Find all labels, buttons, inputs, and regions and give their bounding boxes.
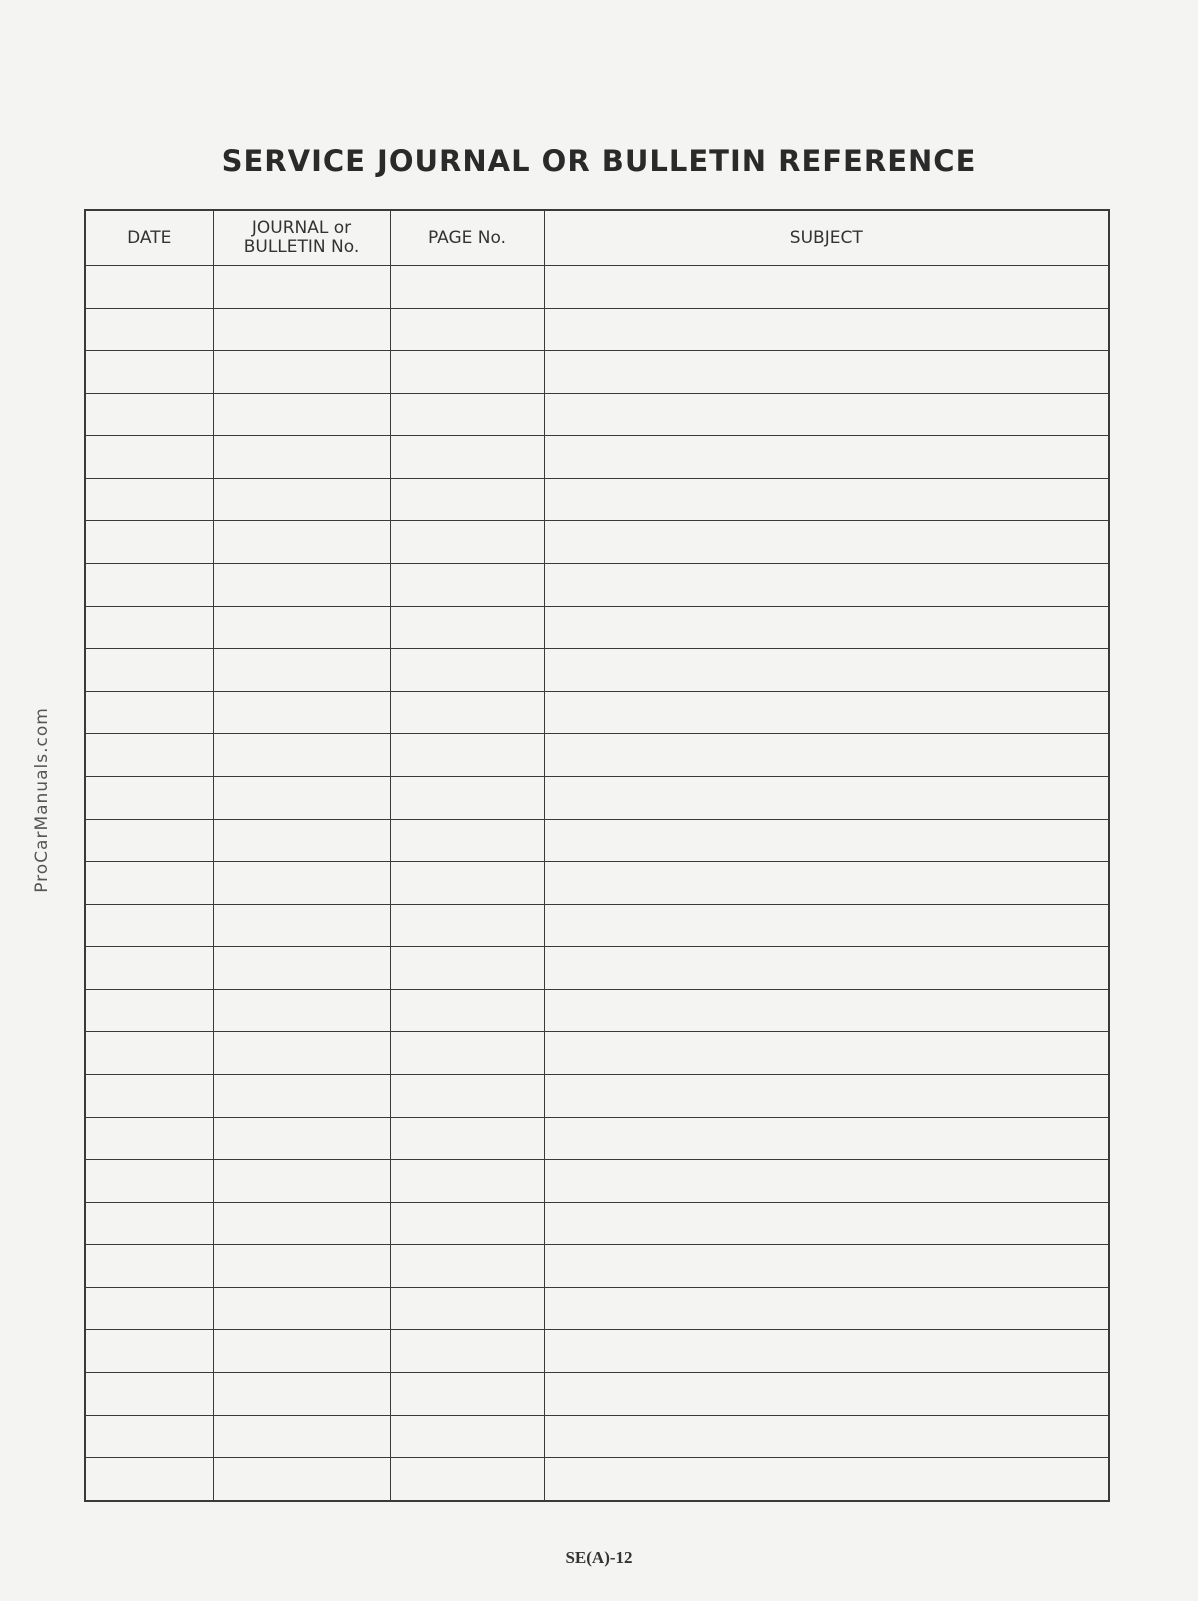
table-row xyxy=(85,521,1109,564)
cell-date[interactable] xyxy=(85,1160,213,1203)
table-row xyxy=(85,1415,1109,1458)
cell-date[interactable] xyxy=(85,1074,213,1117)
table-row xyxy=(85,308,1109,351)
cell-page[interactable] xyxy=(390,1287,544,1330)
cell-subject[interactable] xyxy=(544,947,1109,990)
table-row xyxy=(85,606,1109,649)
cell-page[interactable] xyxy=(390,904,544,947)
cell-page[interactable] xyxy=(390,1245,544,1288)
cell-page[interactable] xyxy=(390,691,544,734)
cell-subject[interactable] xyxy=(544,989,1109,1032)
table-row xyxy=(85,989,1109,1032)
cell-date[interactable] xyxy=(85,1245,213,1288)
table-row xyxy=(85,691,1109,734)
cell-journal[interactable] xyxy=(213,436,390,479)
cell-subject[interactable] xyxy=(544,649,1109,692)
table-row xyxy=(85,351,1109,394)
cell-journal[interactable] xyxy=(213,1458,390,1501)
column-header-subject: SUBJECT xyxy=(544,210,1109,266)
cell-journal[interactable] xyxy=(213,1245,390,1288)
cell-journal[interactable] xyxy=(213,776,390,819)
cell-date[interactable] xyxy=(85,1415,213,1458)
cell-subject[interactable] xyxy=(544,862,1109,905)
cell-date[interactable] xyxy=(85,989,213,1032)
cell-journal[interactable] xyxy=(213,1160,390,1203)
table-row xyxy=(85,1373,1109,1416)
table-row xyxy=(85,564,1109,607)
table-row xyxy=(85,1032,1109,1075)
cell-journal[interactable] xyxy=(213,351,390,394)
table-row xyxy=(85,649,1109,692)
cell-date[interactable] xyxy=(85,904,213,947)
cell-subject[interactable] xyxy=(544,691,1109,734)
cell-date[interactable] xyxy=(85,521,213,564)
cell-journal[interactable] xyxy=(213,1202,390,1245)
cell-date[interactable] xyxy=(85,1458,213,1501)
table-row xyxy=(85,904,1109,947)
cell-page[interactable] xyxy=(390,1074,544,1117)
cell-page[interactable] xyxy=(390,393,544,436)
table-row xyxy=(85,734,1109,777)
cell-subject[interactable] xyxy=(544,1287,1109,1330)
cell-date[interactable] xyxy=(85,351,213,394)
table-row xyxy=(85,819,1109,862)
cell-page[interactable] xyxy=(390,734,544,777)
cell-date[interactable] xyxy=(85,691,213,734)
cell-date[interactable] xyxy=(85,1202,213,1245)
cell-page[interactable] xyxy=(390,478,544,521)
cell-journal[interactable] xyxy=(213,989,390,1032)
cell-date[interactable] xyxy=(85,478,213,521)
cell-subject[interactable] xyxy=(544,1202,1109,1245)
cell-page[interactable] xyxy=(390,1160,544,1203)
column-header-journal-line1: JOURNAL or xyxy=(251,218,352,238)
cell-page[interactable] xyxy=(390,1415,544,1458)
cell-page[interactable] xyxy=(390,1330,544,1373)
cell-date[interactable] xyxy=(85,606,213,649)
table-row xyxy=(85,1117,1109,1160)
cell-page[interactable] xyxy=(390,649,544,692)
cell-subject[interactable] xyxy=(544,478,1109,521)
cell-journal[interactable] xyxy=(213,478,390,521)
cell-page[interactable] xyxy=(390,1458,544,1501)
cell-subject[interactable] xyxy=(544,819,1109,862)
table-header-row xyxy=(85,210,1109,266)
cell-date[interactable] xyxy=(85,819,213,862)
cell-journal[interactable] xyxy=(213,1074,390,1117)
table-row xyxy=(85,1458,1109,1501)
cell-subject[interactable] xyxy=(544,1415,1109,1458)
cell-subject[interactable] xyxy=(544,734,1109,777)
cell-page[interactable] xyxy=(390,1117,544,1160)
cell-subject[interactable] xyxy=(544,1117,1109,1160)
cell-subject[interactable] xyxy=(544,776,1109,819)
cell-journal[interactable] xyxy=(213,819,390,862)
cell-date[interactable] xyxy=(85,564,213,607)
cell-journal[interactable] xyxy=(213,266,390,309)
table-row xyxy=(85,862,1109,905)
cell-journal[interactable] xyxy=(213,862,390,905)
cell-page[interactable] xyxy=(390,1202,544,1245)
cell-date[interactable] xyxy=(85,1330,213,1373)
cell-journal[interactable] xyxy=(213,691,390,734)
cell-page[interactable] xyxy=(390,521,544,564)
cell-page[interactable] xyxy=(390,1373,544,1416)
watermark: ProCarManuals.com xyxy=(32,707,52,893)
cell-subject[interactable] xyxy=(544,1032,1109,1075)
cell-subject[interactable] xyxy=(544,521,1109,564)
table-row xyxy=(85,266,1109,309)
reference-table xyxy=(84,209,1110,1502)
table-row xyxy=(85,393,1109,436)
cell-page[interactable] xyxy=(390,266,544,309)
cell-date[interactable] xyxy=(85,1373,213,1416)
table-row xyxy=(85,436,1109,479)
cell-date[interactable] xyxy=(85,393,213,436)
cell-page[interactable] xyxy=(390,606,544,649)
cell-date[interactable] xyxy=(85,734,213,777)
cell-journal[interactable] xyxy=(213,1032,390,1075)
table-row xyxy=(85,1074,1109,1117)
cell-subject[interactable] xyxy=(544,1373,1109,1416)
cell-page[interactable] xyxy=(390,862,544,905)
cell-journal[interactable] xyxy=(213,564,390,607)
cell-subject[interactable] xyxy=(544,1458,1109,1501)
cell-page[interactable] xyxy=(390,436,544,479)
cell-subject[interactable] xyxy=(544,1160,1109,1203)
cell-journal[interactable] xyxy=(213,308,390,351)
table-row xyxy=(85,1245,1109,1288)
table-row xyxy=(85,1330,1109,1373)
column-header-page: PAGE No. xyxy=(390,210,544,266)
cell-subject[interactable] xyxy=(544,1074,1109,1117)
cell-journal[interactable] xyxy=(213,521,390,564)
cell-date[interactable] xyxy=(85,1117,213,1160)
cell-subject[interactable] xyxy=(544,266,1109,309)
cell-journal[interactable] xyxy=(213,1373,390,1416)
cell-subject[interactable] xyxy=(544,1245,1109,1288)
column-header-date: DATE xyxy=(85,210,213,266)
cell-page[interactable] xyxy=(390,947,544,990)
cell-journal[interactable] xyxy=(213,393,390,436)
cell-date[interactable] xyxy=(85,776,213,819)
cell-subject[interactable] xyxy=(544,436,1109,479)
cell-subject[interactable] xyxy=(544,904,1109,947)
page-number: SE(A)-12 xyxy=(565,1548,633,1567)
cell-page[interactable] xyxy=(390,308,544,351)
cell-subject[interactable] xyxy=(544,606,1109,649)
cell-date[interactable] xyxy=(85,308,213,351)
cell-journal[interactable] xyxy=(213,649,390,692)
column-header-journal xyxy=(213,210,390,266)
cell-subject[interactable] xyxy=(544,351,1109,394)
cell-journal[interactable] xyxy=(213,1117,390,1160)
cell-subject[interactable] xyxy=(544,1330,1109,1373)
table-row xyxy=(85,478,1109,521)
cell-subject[interactable] xyxy=(544,393,1109,436)
cell-date[interactable] xyxy=(85,947,213,990)
table-row xyxy=(85,1202,1109,1245)
cell-journal[interactable] xyxy=(213,734,390,777)
cell-journal[interactable] xyxy=(213,1415,390,1458)
table-row xyxy=(85,1160,1109,1203)
page-title: SERVICE JOURNAL OR BULLETIN REFERENCE xyxy=(221,144,977,178)
cell-journal[interactable] xyxy=(213,947,390,990)
cell-journal[interactable] xyxy=(213,606,390,649)
cell-date[interactable] xyxy=(85,649,213,692)
cell-date[interactable] xyxy=(85,1032,213,1075)
cell-subject[interactable] xyxy=(544,564,1109,607)
cell-page[interactable] xyxy=(390,564,544,607)
table-body xyxy=(85,266,1109,1502)
cell-date[interactable] xyxy=(85,862,213,905)
cell-page[interactable] xyxy=(390,1032,544,1075)
cell-page[interactable] xyxy=(390,819,544,862)
cell-page[interactable] xyxy=(390,351,544,394)
cell-journal[interactable] xyxy=(213,1287,390,1330)
cell-journal[interactable] xyxy=(213,904,390,947)
cell-page[interactable] xyxy=(390,989,544,1032)
cell-date[interactable] xyxy=(85,1287,213,1330)
cell-date[interactable] xyxy=(85,266,213,309)
cell-journal[interactable] xyxy=(213,1330,390,1373)
table-row xyxy=(85,947,1109,990)
table-row xyxy=(85,1287,1109,1330)
column-header-journal-line2: BULLETIN No. xyxy=(243,237,360,257)
cell-page[interactable] xyxy=(390,776,544,819)
cell-subject[interactable] xyxy=(544,308,1109,351)
table-row xyxy=(85,776,1109,819)
cell-date[interactable] xyxy=(85,436,213,479)
